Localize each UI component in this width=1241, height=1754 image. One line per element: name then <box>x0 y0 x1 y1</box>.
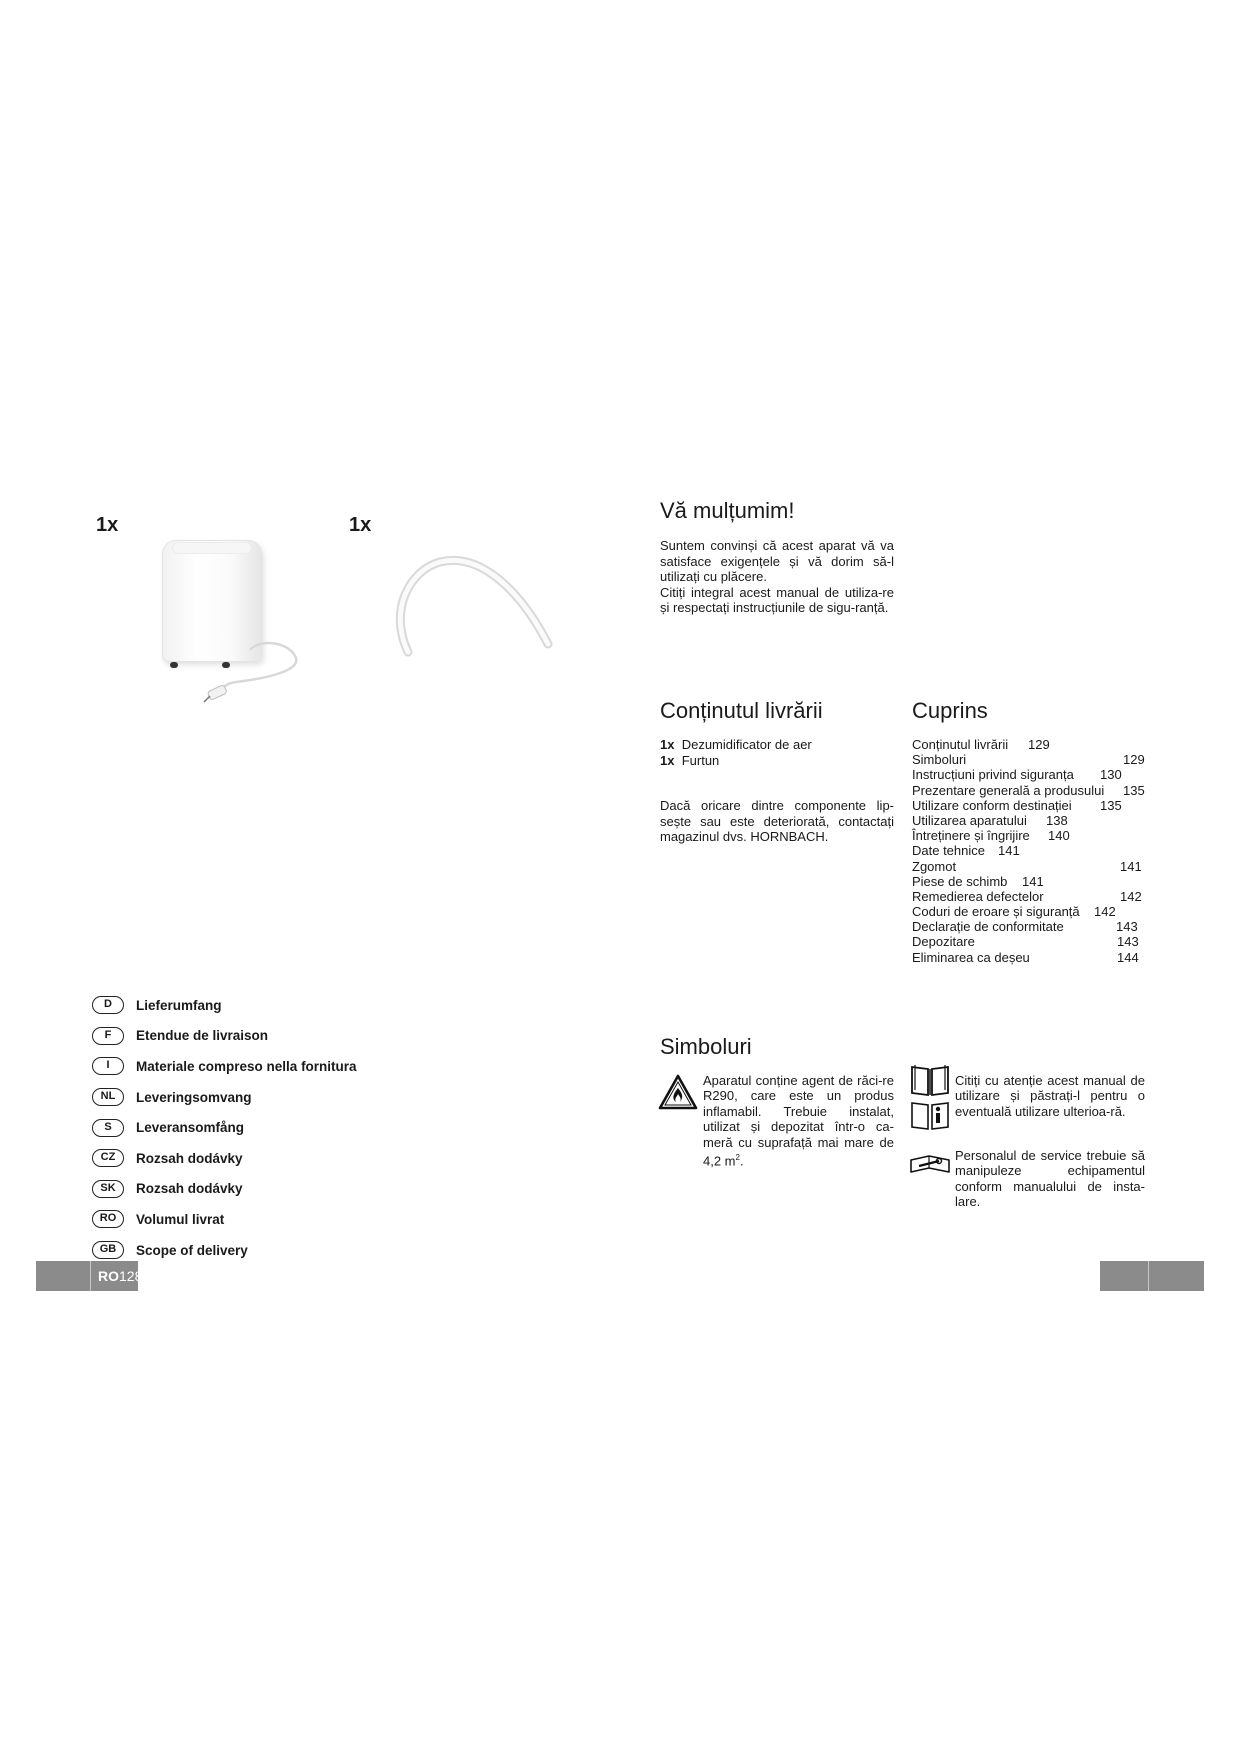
lang-label: Leveransomfång <box>136 1120 245 1136</box>
power-cord-icon <box>150 530 310 710</box>
toc-label: Utilizarea aparatului <box>912 812 1027 828</box>
lang-row-ro <box>92 1204 357 1235</box>
toc-heading: Cuprins <box>912 698 988 723</box>
lang-label: Rozsah dodávky <box>136 1150 243 1166</box>
toc-label: Zgomot <box>912 858 957 874</box>
contents-item-label: Dezumidificator de aer <box>681 737 812 752</box>
lang-row-sk <box>92 1174 357 1205</box>
toc-entry[interactable] <box>912 919 1152 934</box>
lang-label: Lieferumfang <box>136 997 222 1013</box>
toc-page: 129 <box>1028 737 1050 752</box>
contents-item <box>660 737 812 753</box>
page-number-value: 128 <box>119 1268 143 1284</box>
footer-bar-left <box>36 1261 143 1291</box>
toc-label: Date tehnice <box>912 843 985 859</box>
toc-page: 135 <box>1123 782 1145 798</box>
toc-entry[interactable] <box>912 859 1152 874</box>
lang-row-f <box>92 1021 357 1052</box>
toc-page: 129 <box>1123 752 1145 768</box>
lang-label: Volumul livrat <box>136 1211 225 1227</box>
dehumidifier-quantity: 1x <box>96 514 119 536</box>
flammable-text <box>703 1073 894 1169</box>
manual-book-icon <box>909 1063 951 1131</box>
contents-note: Dacă oricare dintre componente lip-sește sau este deteriorată, contactați magazinul dvs. HORNBACH. <box>660 798 894 845</box>
language-list <box>92 990 357 1265</box>
flammable-warning-icon <box>658 1074 698 1110</box>
contents-item-label: Furtun <box>681 752 720 768</box>
contents-item-qty: 1x <box>660 737 675 752</box>
toc-page: 130 <box>1100 767 1122 783</box>
service-text: Personalul de service trebuie să manipuleze echipamentul conform manualului de insta-lare. <box>955 1148 1145 1210</box>
toc-label: Depozitare <box>912 934 975 950</box>
flammable-text-body: Aparatul conține agent de răci-re R290, care este un produs inflamabil. Trebuie instalat, utilizat și depozitat într-o ca-meră cu suprafață mai mare de 4,2 m <box>703 1073 894 1169</box>
symbols-heading: Simboluri <box>660 1034 752 1059</box>
lang-label: Scope of delivery <box>136 1242 248 1258</box>
toc-page: 135 <box>1100 797 1122 813</box>
toc-label: Instrucțiuni privind siguranța <box>912 767 1074 783</box>
toc-entry[interactable] <box>912 798 1152 813</box>
toc-page: 142 <box>1094 904 1116 920</box>
dehumidifier-image <box>150 530 310 710</box>
footer-divider <box>90 1261 91 1291</box>
lang-label: Leveringsomvang <box>136 1089 252 1105</box>
toc-label: Prezentare generală a produsului <box>912 782 1105 798</box>
manual-text: Citiți cu atenție acest manual de utilizare și păstrați-l pentru o eventuală utilizare ulterioa-ră. <box>955 1073 1145 1119</box>
flammable-text-sup: 2 <box>735 1153 740 1163</box>
toc-entry[interactable] <box>912 813 1152 828</box>
flammable-text-end: . <box>739 1153 744 1169</box>
lang-code-badge: CZ <box>92 1149 124 1167</box>
lang-code-badge: I <box>92 1057 124 1075</box>
lang-row-nl <box>92 1082 357 1113</box>
lang-row-s <box>92 1112 357 1143</box>
thanks-paragraph-1: Suntem convinși că acest aparat vă va satisface exigențele și vă dorim să-l utilizați cu plăcere. <box>660 538 894 585</box>
lang-code-badge: NL <box>92 1088 124 1106</box>
toc-entry[interactable] <box>912 783 1152 798</box>
toc-page: 144 <box>1117 949 1139 965</box>
toc-label: Piese de schimb <box>912 873 1008 889</box>
thanks-paragraph-2: Citiți integral acest manual de utiliza-re și respectați instrucțiunile de sigu-ranță. <box>660 584 894 616</box>
lang-code-badge: SK <box>92 1180 124 1198</box>
thanks-heading: Vă mulțumim! <box>660 498 795 523</box>
toc-page: 138 <box>1046 812 1068 828</box>
service-manual-icon <box>909 1152 951 1178</box>
toc-label: Coduri de eroare și siguranță <box>912 904 1080 920</box>
toc-page: 143 <box>1116 919 1138 935</box>
toc-label: Utilizare conform destinației <box>912 797 1072 813</box>
lang-code-badge: D <box>92 996 124 1014</box>
toc-label: Eliminarea ca deșeu <box>912 949 1030 965</box>
toc-entry[interactable] <box>912 843 1152 858</box>
lang-label: Etendue de livraison <box>136 1028 269 1044</box>
toc-entry[interactable] <box>912 752 1152 767</box>
toc-page: 140 <box>1048 828 1070 844</box>
lang-label: Materiale compreso nella fornitura <box>136 1058 357 1074</box>
contents-item-qty: 1x <box>660 752 675 768</box>
lang-label: Rozsah dodávky <box>136 1181 243 1197</box>
toc-page: 143 <box>1117 934 1139 950</box>
footer-bar-right <box>1100 1261 1204 1291</box>
toc-page: 141 <box>998 843 1020 859</box>
toc-entry[interactable] <box>912 874 1152 889</box>
lang-row-d <box>92 990 357 1021</box>
contents-list <box>660 737 812 768</box>
toc-label: Simboluri <box>912 752 967 768</box>
toc-list <box>912 737 1152 965</box>
toc-entry[interactable] <box>912 950 1152 965</box>
toc-entry[interactable] <box>912 889 1152 904</box>
toc-label: Declarație de conformitate <box>912 919 1064 935</box>
lang-row-i <box>92 1051 357 1082</box>
toc-entry[interactable] <box>912 767 1152 782</box>
thanks-paragraph <box>660 538 894 616</box>
contents-item <box>660 753 812 769</box>
toc-label: Conținutul livrării <box>912 737 1009 752</box>
toc-page: 142 <box>1120 888 1142 904</box>
lang-row-cz <box>92 1143 357 1174</box>
lang-code-badge: F <box>92 1027 124 1045</box>
lang-code-badge: RO <box>92 1210 124 1228</box>
page-number <box>98 1268 142 1284</box>
lang-code-badge: S <box>92 1119 124 1137</box>
toc-entry[interactable] <box>912 934 1152 949</box>
toc-entry[interactable] <box>912 828 1152 843</box>
toc-entry[interactable] <box>912 904 1152 919</box>
page-lang-code: RO <box>98 1268 119 1284</box>
toc-entry[interactable] <box>912 737 1152 752</box>
toc-label: Remedierea defectelor <box>912 888 1044 904</box>
contents-heading: Conținutul livrării <box>660 698 823 723</box>
hose-image <box>380 540 560 660</box>
toc-label: Întreținere și îngrijire <box>912 828 1030 844</box>
hose-quantity: 1x <box>349 514 372 536</box>
toc-page: 141 <box>1022 873 1044 889</box>
footer-divider <box>1148 1261 1149 1291</box>
lang-code-badge: GB <box>92 1241 124 1259</box>
toc-page: 141 <box>1120 858 1142 874</box>
